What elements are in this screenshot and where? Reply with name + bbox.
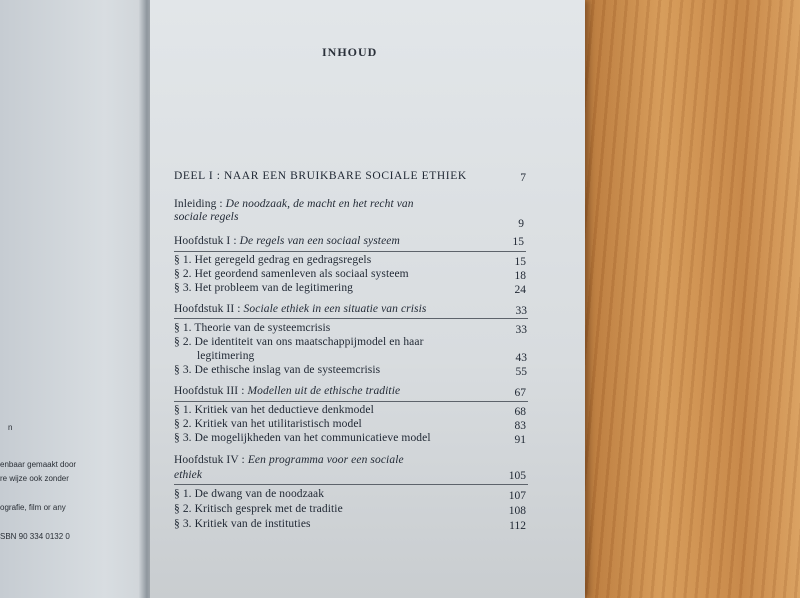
isbn: SBN 90 334 0132 0 xyxy=(0,532,70,541)
toc-section: § 2. Het geordend samenleven als sociaal systeem xyxy=(174,268,409,280)
page-number: 18 xyxy=(514,270,526,282)
page-number: 43 xyxy=(515,352,527,364)
toc-section: § 2. Kritiek van het utilitaristisch model xyxy=(174,418,362,430)
page-number: 105 xyxy=(508,470,526,482)
toc-entry-chapter-2 xyxy=(174,303,427,315)
part-heading: DEEL I : NAAR EEN BRUIKBARE SOCIALE ETHIEK xyxy=(174,170,467,182)
page-number: 24 xyxy=(514,284,526,296)
page-number: 55 xyxy=(515,366,527,378)
toc-section: § 1. De dwang van de noodzaak xyxy=(174,488,325,500)
toc-section: § 1. Kritiek van het deductieve denkmodel xyxy=(174,404,374,416)
page-number: 9 xyxy=(518,218,524,230)
toc-section: § 1. Het geregeld gedrag en gedragsregels xyxy=(174,254,372,266)
page-number: 33 xyxy=(515,305,527,317)
toc-entry-chapter-4 xyxy=(174,454,404,466)
entry-title: De noodzaak, de macht en het recht van xyxy=(225,198,414,210)
toc-section: § 2. De identiteit van ons maatschappijmodel en haar xyxy=(174,336,424,348)
toc-section: § 1. Theorie van de systeemcrisis xyxy=(174,322,331,334)
divider xyxy=(174,401,528,402)
divider xyxy=(174,251,526,252)
divider xyxy=(174,484,528,485)
toc-entry-chapter-1 xyxy=(174,235,400,247)
entry-prefix: Inleiding : xyxy=(174,198,226,210)
page-number: 33 xyxy=(515,324,527,336)
page-number: 112 xyxy=(509,520,526,532)
page-number: 107 xyxy=(508,490,526,502)
entry-title: De regels van een sociaal systeem xyxy=(239,235,400,247)
page-number: 7 xyxy=(520,172,526,184)
entry-title-cont: ethiek xyxy=(174,469,203,481)
page-number: 15 xyxy=(514,256,526,268)
toc-section: § 2. Kritisch gesprek met de traditie xyxy=(174,503,343,515)
divider xyxy=(174,318,528,319)
page-number: 15 xyxy=(512,236,524,248)
entry-prefix: Hoofdstuk I : xyxy=(174,235,240,247)
toc-entry-intro xyxy=(174,198,414,210)
colophon-line: enbaar gemaakt door xyxy=(0,460,77,469)
page-number: 83 xyxy=(514,420,526,432)
toc-entry-chapter-3 xyxy=(174,385,400,397)
entry-prefix: Hoofdstuk II : xyxy=(174,303,244,315)
entry-prefix: Hoofdstuk III : xyxy=(174,385,248,397)
page-number: 67 xyxy=(514,387,526,399)
toc-section: § 3. De mogelijkheden van het communicatieve model xyxy=(174,432,431,444)
toc-section: § 3. De ethische inslag van de systeemcrisis xyxy=(174,364,381,376)
entry-title: Sociale ethiek in een situatie van crisis xyxy=(243,303,427,315)
entry-title-cont: sociale regels xyxy=(174,211,239,223)
colophon-line: ografie, film or any xyxy=(0,503,66,512)
entry-title: Modellen uit de ethische traditie xyxy=(247,385,401,397)
page-number: 91 xyxy=(514,434,526,446)
colophon-line: n xyxy=(8,423,13,432)
colophon-line: re wijze ook zonder xyxy=(0,474,69,483)
toc-section-cont: legitimering xyxy=(197,350,255,362)
page-number: 108 xyxy=(508,505,526,517)
entry-prefix: Hoofdstuk IV : xyxy=(174,454,248,466)
toc-section: § 3. Kritiek van de instituties xyxy=(174,518,311,530)
entry-title: Een programma voor een sociale xyxy=(247,454,404,466)
page-title: INHOUD xyxy=(322,45,378,59)
left-page xyxy=(0,0,150,598)
wooden-table xyxy=(570,0,800,598)
toc-section: § 3. Het probleem van de legitimering xyxy=(174,282,354,294)
page-number: 68 xyxy=(514,406,526,418)
